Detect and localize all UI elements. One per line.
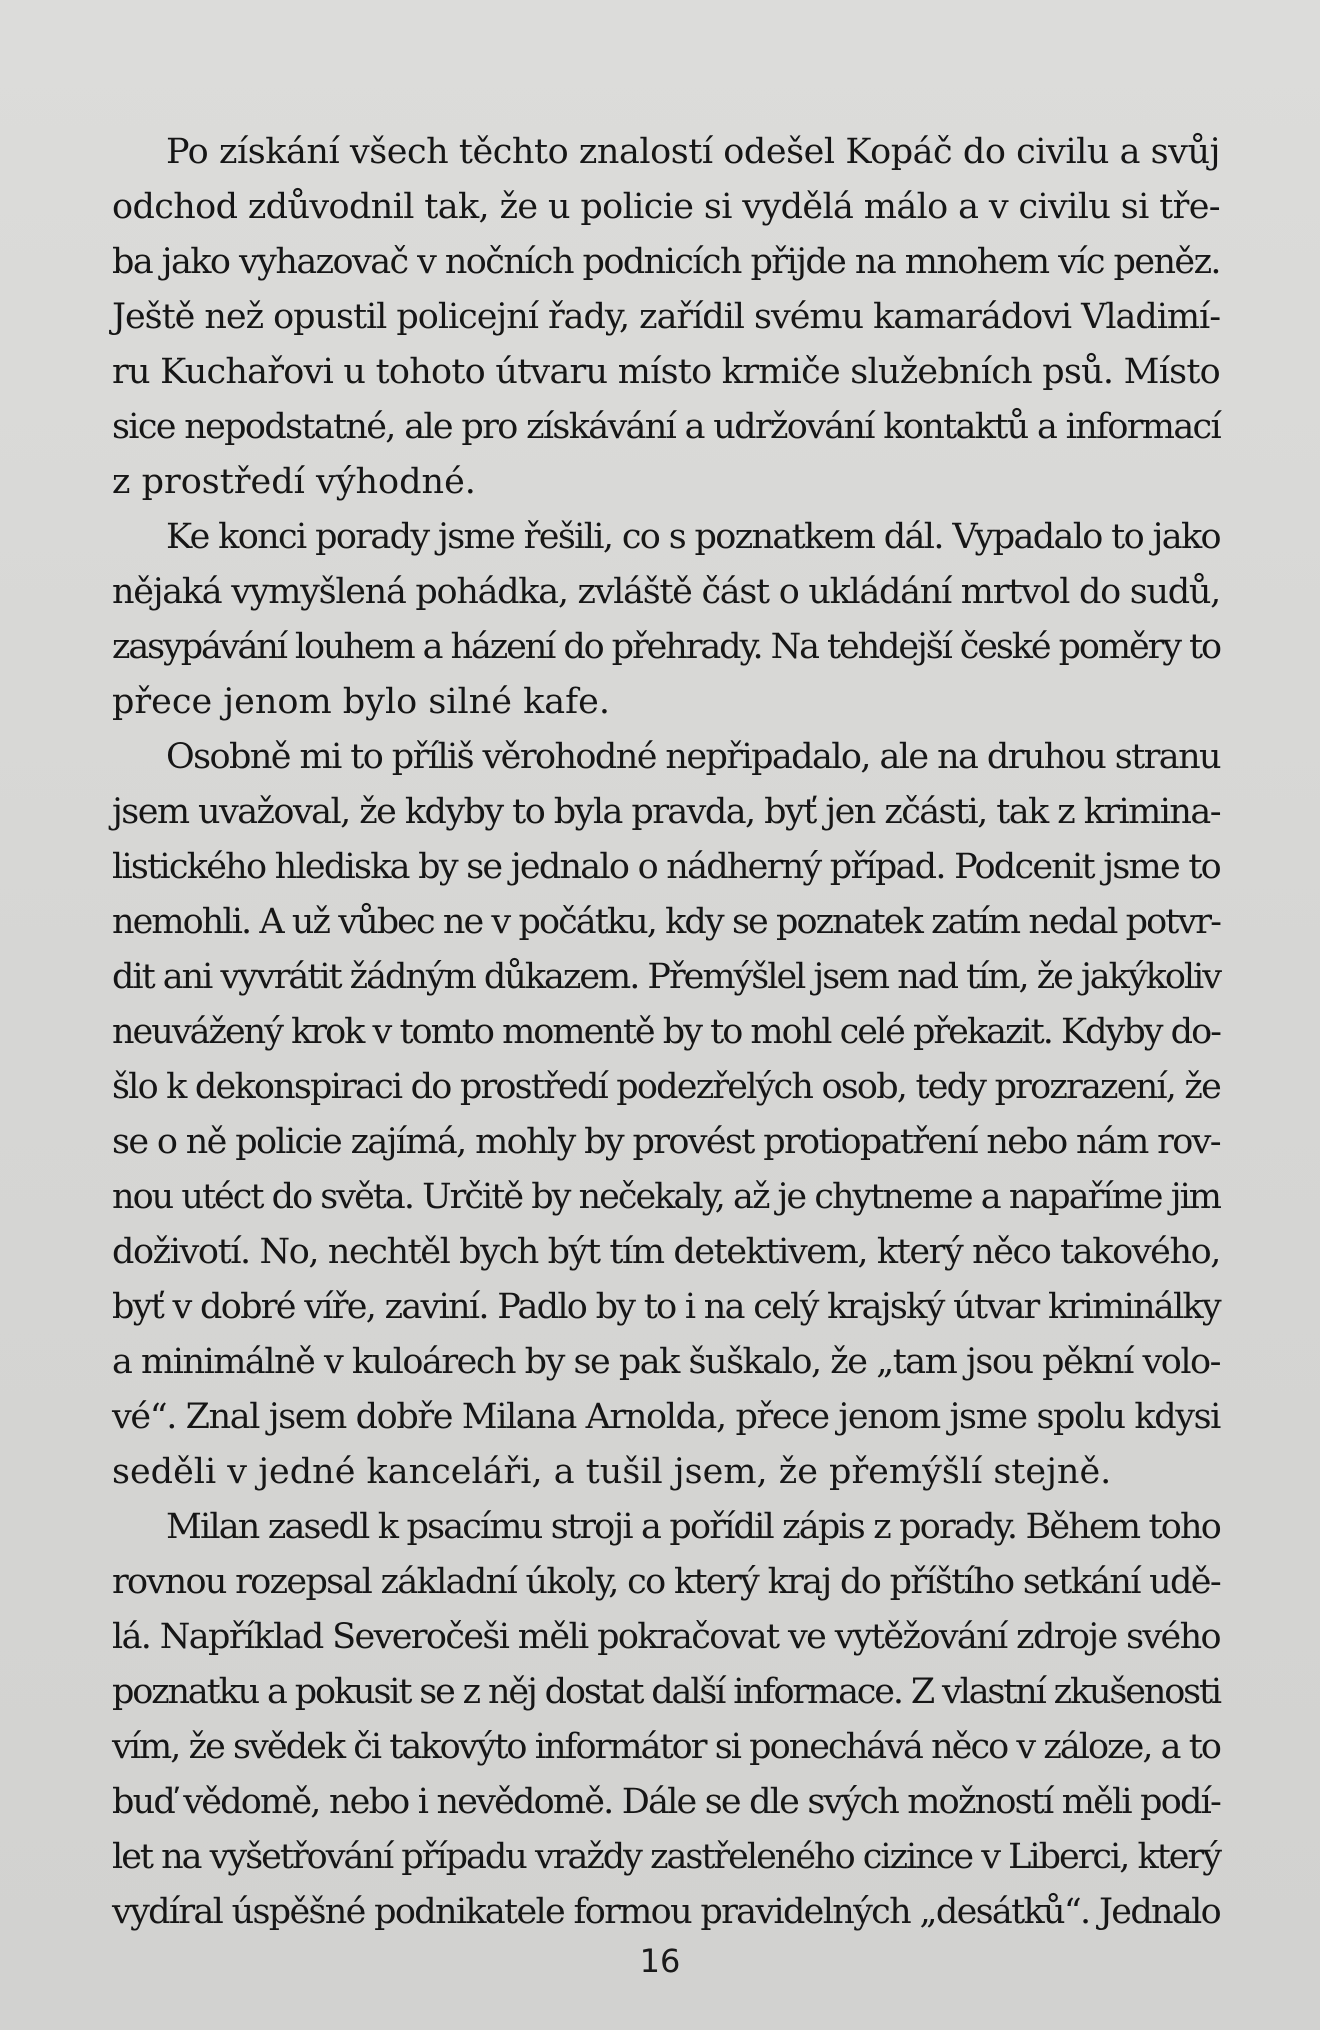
text-line: listického hlediska by se jednalo o nádherný případ. Podcenit jsme to [112,847,1220,887]
text-line: ba jako vyhazovač v nočních podnicích přijde na mnohem víc peněz. [112,242,1220,282]
text-line: Ještě než opustil policejní řady, zařídil svému kamarádovi Vladimí- [112,297,1220,337]
page-number: 16 [639,1942,681,1980]
text-line: dit ani vyvrátit žádným důkazem. Přemýšlel jsem nad tím, že jakýkoliv [112,957,1221,997]
paragraph [112,125,1220,510]
text-line: Milan zasedl k psacímu stroji a pořídil zápis z porady. Během toho [166,1507,1220,1547]
text-line: doživotí. No, nechtěl bych být tím detektivem, který něco takového, [112,1232,1220,1272]
text-line: Ke konci porady jsme řešili, co s poznatkem dál. Vypadalo to jako [166,517,1220,557]
text-line: sice nepodstatné, ale pro získávání a udržování kontaktů a informací [112,407,1220,447]
text-line: ru Kuchařovi u tohoto útvaru místo krmiče služebních psů. Místo [112,352,1220,392]
paragraph [112,510,1220,730]
text-line: vydíral úspěšné podnikatele formou pravidelných „desátků“. Jednalo [112,1892,1220,1932]
text-line: Po získání všech těchto znalostí odešel Kopáč do civilu a svůj [166,132,1220,172]
text-line: nou utéct do světa. Určitě by nečekaly, až je chytneme a napaříme jim [112,1177,1220,1217]
paragraph [112,1500,1220,1940]
text-line: buď vědomě, nebo i nevědomě. Dále se dle svých možností měli podí- [112,1782,1220,1822]
text-line: nějaká vymyšlená pohádka, zvláště část o ukládání mrtvol do sudů, [112,572,1220,612]
text-line: vím, že svědek či takovýto informátor si ponechává něco v záloze, a to [112,1727,1220,1767]
text-line: rovnou rozepsal základní úkoly, co který kraj do příštího setkání udě- [112,1562,1220,1602]
text-line: zasypávání louhem a házení do přehrady. Na tehdejší české poměry to [112,627,1220,667]
text-line: byť v dobré víře, zaviní. Padlo by to i na celý krajský útvar kriminálky [112,1287,1220,1327]
text-line: přece jenom bylo silné kafe. [112,682,610,722]
text-line: lá. Například Severočeši měli pokračovat ve vytěžování zdroje svého [112,1617,1220,1657]
text-line: a minimálně v kuloárech by se pak šuškalo, že „tam jsou pěkní volo- [112,1342,1220,1382]
text-line: šlo k dekonspiraci do prostředí podezřelých osob, tedy prozrazení, že [112,1067,1220,1107]
text-line: z prostředí výhodné. [112,462,476,502]
text-line: nemohli. A už vůbec ne v počátku, kdy se poznatek zatím nedal potvr- [112,902,1220,942]
body-text [112,125,1220,1940]
text-line: seděli v jedné kanceláři, a tušil jsem, že přemýšlí stejně. [112,1452,1112,1492]
text-line: neuvážený krok v tomto momentě by to mohl celé překazit. Kdyby do- [112,1012,1220,1052]
text-line: se o ně policie zajímá, mohly by provést protiopatření nebo nám rov- [112,1122,1220,1162]
text-line: let na vyšetřování případu vraždy zastřeleného cizince v Liberci, který [112,1837,1220,1877]
text-line: odchod zdůvodnil tak, že u policie si vydělá málo a v civilu si tře- [112,187,1220,227]
paragraph [112,730,1220,1500]
text-line: jsem uvažoval, že kdyby to byla pravda, byť jen zčásti, tak z krimina- [112,792,1220,832]
text-line: Osobně mi to příliš věrohodné nepřipadalo, ale na druhou stranu [166,737,1220,777]
text-line: poznatku a pokusit se z něj dostat další informace. Z vlastní zkušenosti [112,1672,1220,1712]
text-line: vé“. Znal jsem dobře Milana Arnolda, přece jenom jsme spolu kdysi [112,1397,1220,1437]
